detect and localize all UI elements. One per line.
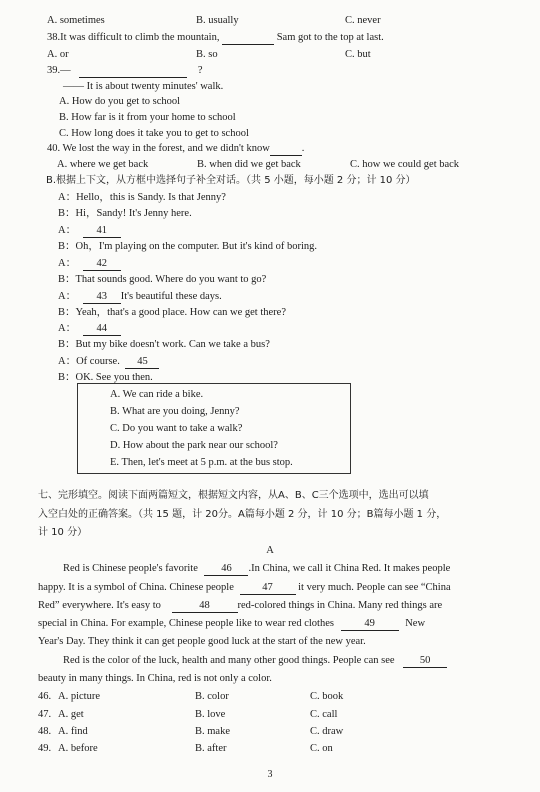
passage-text: Red is the color of the luck, health and many other good things. People can see bbox=[63, 655, 395, 666]
section-7-heading-line-1: 七、完形填空。阅读下面两篇短文，根据短文内容，从A、B、C三个选项中，选出可以填 bbox=[38, 490, 429, 501]
dialogue-text: But my bike doesn't work. Can we take a bus? bbox=[75, 339, 270, 350]
blank-45: 45 bbox=[125, 357, 159, 369]
option-47-number: 47. bbox=[38, 709, 52, 720]
speaker-a: A： bbox=[58, 225, 77, 236]
dialogue-text: Hi，Sandy! It's Jenny here. bbox=[75, 208, 192, 219]
dialogue-text: Of course. bbox=[76, 356, 120, 367]
dialogue-line-2 bbox=[58, 209, 192, 220]
q40-blank bbox=[270, 144, 302, 156]
passage-title: A bbox=[266, 545, 274, 556]
q39-option-b: B. How far is it from your home to school bbox=[59, 112, 236, 123]
q39-question-mark: ? bbox=[197, 65, 203, 76]
option-48-c: C. draw bbox=[310, 726, 344, 737]
option-48-b: B. make bbox=[195, 726, 230, 737]
q37-option-b: B. usually bbox=[196, 15, 239, 26]
speaker-a: A： bbox=[58, 291, 77, 302]
dialogue-line-6 bbox=[58, 275, 266, 286]
speaker-a: A： bbox=[58, 356, 77, 367]
dialogue-line-7 bbox=[58, 292, 222, 304]
q39-option-c: C. How long does it take you to get to school bbox=[59, 128, 249, 139]
section-b-heading: B.根据上下文，从方框中选择句子补全对话。（共 5 小题，每小题 2 分；计 10 分） bbox=[46, 175, 416, 186]
option-46-c: C. book bbox=[310, 691, 344, 702]
speaker-b: B： bbox=[58, 372, 76, 383]
passage-line-7: beauty in many things. In China, red is not only a color. bbox=[38, 673, 272, 684]
option-48-a: A. find bbox=[58, 726, 88, 737]
blank-46: 46 bbox=[204, 564, 248, 576]
dialogue-text: Yeah，that's a good place. How can we get there? bbox=[75, 307, 286, 318]
q38-stem bbox=[47, 33, 384, 45]
speaker-b: B： bbox=[58, 241, 76, 252]
q38-option-c: C. but bbox=[345, 49, 371, 60]
option-47-c: C. call bbox=[310, 709, 338, 720]
passage-line-6 bbox=[63, 656, 447, 668]
dialogue-text: That sounds good. Where do you want to go? bbox=[75, 274, 267, 285]
box-option-b: B. What are you doing, Jenny? bbox=[110, 406, 240, 417]
passage-line-4 bbox=[38, 619, 425, 631]
passage-text: .In China, we call it China Red. It makes people bbox=[248, 563, 451, 574]
dialogue-line-12 bbox=[58, 373, 153, 384]
blank-42: 42 bbox=[83, 259, 121, 271]
passage-text: it very much. People can see “China bbox=[298, 582, 451, 593]
passage-text: Red” everywhere. It's easy to bbox=[38, 600, 161, 611]
option-46-number: 46. bbox=[38, 691, 52, 702]
blank-48: 48 bbox=[172, 601, 238, 613]
speaker-b: B： bbox=[58, 307, 76, 318]
passage-text: special in China. For example, Chinese people like to wear red clothes bbox=[38, 618, 334, 629]
q38-option-a: A. or bbox=[47, 49, 69, 60]
page-number: 3 bbox=[267, 769, 273, 780]
q38-blank bbox=[222, 33, 274, 45]
q40-option-a: A. where we get back bbox=[57, 159, 149, 170]
q40-stem: 40. We lost the way in the forest, and we didn't know . bbox=[47, 143, 305, 154]
option-49-number: 49. bbox=[38, 743, 52, 754]
blank-43: 43 bbox=[83, 292, 121, 304]
speaker-a: A： bbox=[58, 323, 77, 334]
dialogue-line-3 bbox=[58, 226, 121, 238]
speaker-a: A： bbox=[58, 258, 77, 269]
q37-option-c: C. never bbox=[345, 15, 381, 26]
dialogue-line-8 bbox=[58, 308, 286, 319]
speaker-b: B： bbox=[58, 208, 76, 219]
passage-line-1 bbox=[63, 564, 450, 576]
passage-text: red-colored things in China. Many red things are bbox=[237, 600, 443, 611]
box-option-d: D. How about the park near our school? bbox=[110, 440, 278, 451]
q39-blank bbox=[79, 66, 187, 78]
option-49-b: B. after bbox=[195, 743, 227, 754]
dialogue-line-1 bbox=[58, 193, 226, 204]
options-box bbox=[77, 383, 351, 474]
q38-stem-pre: 38.It was difficult to climb the mountain, bbox=[47, 32, 220, 43]
box-option-e: E. Then, let's meet at 5 p.m. at the bus stop. bbox=[110, 457, 293, 468]
option-47-a: A. get bbox=[58, 709, 84, 720]
passage-line-3 bbox=[38, 601, 442, 613]
q40-option-c: C. how we could get back bbox=[350, 159, 460, 170]
q40-stem-text: 40. We lost the way in the forest, and we didn't know bbox=[47, 143, 270, 154]
speaker-a: A： bbox=[58, 192, 77, 203]
option-46-b: B. color bbox=[195, 691, 229, 702]
passage-text: Red is Chinese people's favorite bbox=[63, 563, 198, 574]
box-option-c: C. Do you want to take a walk? bbox=[110, 423, 243, 434]
passage-text: happy. It is a symbol of China. Chinese people bbox=[38, 582, 234, 593]
option-48-number: 48. bbox=[38, 726, 52, 737]
option-47-b: B. love bbox=[195, 709, 226, 720]
option-49-a: A. before bbox=[58, 743, 98, 754]
option-46-a: A. picture bbox=[58, 691, 100, 702]
box-option-a: A. We can ride a bike. bbox=[110, 389, 204, 400]
option-49-c: C. on bbox=[310, 743, 333, 754]
speaker-b: B： bbox=[58, 274, 76, 285]
dialogue-line-4 bbox=[58, 242, 317, 253]
dialogue-line-9 bbox=[58, 324, 121, 336]
q39-option-a: A. How do you get to school bbox=[59, 96, 181, 107]
blank-49: 49 bbox=[341, 619, 399, 631]
section-7-heading-line-2: 入空白处的正确答案。（共 15 题，计 20分。A篇每小题 2 分，计 10 分；B篇每小题 1 分， bbox=[38, 509, 447, 520]
blank-47: 47 bbox=[240, 583, 296, 595]
dialogue-text: Oh，I'm playing on the computer. But it's kind of boring. bbox=[75, 241, 317, 252]
dialogue-line-11 bbox=[58, 357, 159, 369]
dialogue-text: Hello，this is Sandy. Is that Jenny? bbox=[76, 192, 226, 203]
dialogue-line-10 bbox=[58, 340, 270, 351]
q39-reply: —— It is about twenty minutes' walk. bbox=[63, 81, 224, 92]
q37-option-a: A. sometimes bbox=[47, 15, 105, 26]
passage-line-5: Year's Day. They think it can get people good luck at the start of the new year. bbox=[38, 636, 366, 647]
dialogue-text: OK. See you then. bbox=[75, 372, 153, 383]
blank-41: 41 bbox=[83, 226, 121, 238]
passage-text: New bbox=[405, 618, 426, 629]
q40-option-b: B. when did we get back bbox=[197, 159, 301, 170]
dialogue-text: It's beautiful these days. bbox=[120, 291, 222, 302]
dialogue-line-5 bbox=[58, 259, 121, 271]
passage-line-2 bbox=[38, 583, 451, 595]
q38-option-b: B. so bbox=[196, 49, 218, 60]
section-7-heading-line-3: 计 10 分） bbox=[38, 527, 88, 538]
blank-50: 50 bbox=[403, 656, 447, 668]
blank-44: 44 bbox=[83, 324, 121, 336]
q39-stem bbox=[47, 66, 203, 78]
q39-number: 39.— bbox=[47, 65, 71, 76]
speaker-b: B： bbox=[58, 339, 76, 350]
q38-stem-post: Sam got to the top at last. bbox=[276, 32, 384, 43]
